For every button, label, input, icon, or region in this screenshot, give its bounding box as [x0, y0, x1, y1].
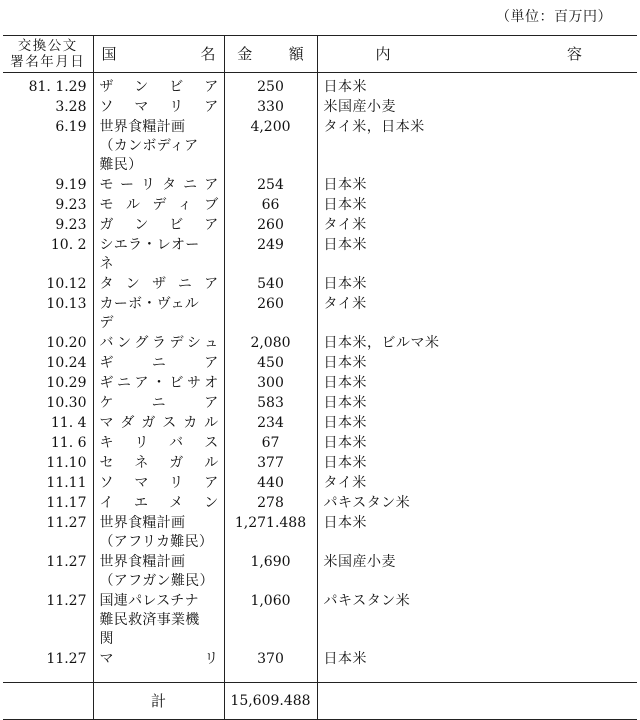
total-amount: 15,609.488	[224, 683, 317, 720]
header-date-line2: 署名年月日	[10, 54, 86, 70]
header-content	[317, 36, 637, 73]
row-amount: 1,060	[224, 592, 317, 650]
row-amount: 254	[224, 176, 317, 196]
row-date: 11. 4	[50, 415, 87, 431]
table-row	[3, 196, 637, 216]
row-country	[93, 354, 224, 374]
row-content: 日本米	[317, 394, 637, 414]
row-country-line: キリバス	[99, 435, 219, 451]
row-amount: 2,080	[224, 334, 317, 354]
table-row	[3, 454, 637, 474]
header-date-line1: 交換公文	[17, 38, 78, 54]
row-country	[93, 98, 224, 118]
table-header-row	[3, 36, 637, 73]
row-content: 日本米	[317, 236, 637, 275]
row-date: 10. 2	[50, 237, 87, 253]
row-content: 日本米	[317, 196, 637, 216]
row-country-line: ギニア・ビサオ	[99, 375, 219, 391]
unit-note: （単位：百万円）	[496, 9, 612, 25]
row-amount: 67	[224, 434, 317, 454]
row-amount: 278	[224, 494, 317, 514]
row-date: 11. 6	[50, 435, 87, 451]
table-row	[3, 434, 637, 454]
row-content: タイ米	[317, 216, 637, 236]
row-country-line: （アフガン難民）	[99, 573, 214, 589]
row-amount: 450	[224, 354, 317, 374]
row-country-line: ソマリア	[99, 99, 219, 115]
row-country-line: 国連パレスチナ	[99, 593, 199, 609]
table-row	[3, 394, 637, 414]
row-country-line: デ	[99, 315, 114, 331]
row-amount: 370	[224, 650, 317, 670]
row-country-line: モーリタニア	[99, 177, 219, 193]
row-content: 日本米	[317, 176, 637, 196]
header-country	[93, 36, 224, 73]
row-country-line: タンザニア	[99, 276, 219, 292]
row-country	[93, 474, 224, 494]
row-country-line: カーボ・ヴェル	[99, 296, 200, 312]
table-row	[3, 650, 637, 670]
row-country	[93, 374, 224, 394]
row-amount: 66	[224, 196, 317, 216]
row-amount: 260	[224, 216, 317, 236]
row-country-line: （アフリカ難民）	[99, 534, 214, 550]
row-country	[93, 414, 224, 434]
row-country-line: 難民）	[99, 157, 143, 173]
header-amount-a: 金	[237, 44, 253, 63]
table-row	[3, 414, 637, 434]
row-date: 10.13	[46, 296, 87, 312]
row-content: タイ米	[317, 295, 637, 334]
row-date: 10.12	[46, 276, 87, 292]
header-content-a: 内	[375, 45, 391, 63]
row-date: 10.29	[46, 375, 87, 391]
row-date: 10.20	[46, 335, 87, 351]
row-country-line: 世界食糧計画	[99, 515, 186, 531]
total-row	[3, 683, 637, 720]
row-content: 米国産小麦	[317, 98, 637, 118]
table-row	[3, 374, 637, 394]
row-country	[93, 196, 224, 216]
row-country-line: ザンビア	[99, 79, 219, 95]
row-country	[93, 454, 224, 474]
row-country	[93, 592, 224, 650]
row-country	[93, 650, 224, 670]
header-date	[3, 36, 93, 73]
row-date: 11.11	[46, 475, 87, 491]
row-amount: 300	[224, 374, 317, 394]
row-country-line: 難民救済事業機	[99, 612, 200, 628]
row-amount: 440	[224, 474, 317, 494]
row-country-line: 世界食糧計画	[99, 119, 186, 135]
table-row	[3, 592, 637, 650]
row-country-line: ギニア	[99, 355, 219, 371]
row-date: 11.27	[46, 593, 87, 609]
row-country-line: 世界食糧計画	[99, 554, 186, 570]
row-content: 日本米	[317, 414, 637, 434]
row-country	[93, 118, 224, 176]
row-country	[93, 434, 224, 454]
row-content: パキスタン米	[317, 592, 637, 650]
row-date: 9.23	[55, 217, 87, 233]
row-content: 日本米	[317, 275, 637, 295]
row-date: 11.10	[46, 455, 87, 471]
row-amount: 4,200	[224, 118, 317, 176]
row-country	[93, 553, 224, 592]
row-country-line: セネガル	[99, 455, 219, 471]
row-content: パキスタン米	[317, 494, 637, 514]
table-row	[3, 118, 637, 176]
header-country-a: 国	[101, 44, 117, 63]
row-amount: 540	[224, 275, 317, 295]
total-label: 計	[93, 683, 224, 720]
row-date: 9.23	[55, 197, 87, 213]
row-date: 10.24	[46, 355, 87, 371]
row-content: 米国産小麦	[317, 553, 637, 592]
row-content: 日本米	[317, 650, 637, 670]
row-country-line: ガンビア	[99, 217, 219, 233]
row-country	[93, 494, 224, 514]
row-content: 日本米，ビルマ米	[317, 334, 637, 354]
row-date: 9.19	[55, 177, 87, 193]
row-amount: 583	[224, 394, 317, 414]
row-country	[93, 176, 224, 196]
row-country-line: ネ	[99, 256, 114, 272]
table-row	[3, 553, 637, 592]
table-row	[3, 275, 637, 295]
row-content: 日本米	[317, 354, 637, 374]
row-content: 日本米	[317, 514, 637, 553]
table-row	[3, 295, 637, 334]
header-country-b: 名	[200, 44, 216, 63]
row-date: 11.17	[46, 495, 87, 511]
row-amount: 330	[224, 98, 317, 118]
table-body	[3, 73, 637, 683]
table-row	[3, 354, 637, 374]
row-amount: 250	[224, 73, 317, 99]
row-date: 11.27	[46, 515, 87, 531]
header-amount-b: 額	[288, 44, 304, 63]
row-content: 日本米	[317, 454, 637, 474]
row-date: 81. 1.29	[28, 79, 87, 95]
header-content-b: 容	[566, 45, 582, 63]
row-amount: 377	[224, 454, 317, 474]
row-country	[93, 295, 224, 334]
row-country-line: バングラデシュ	[99, 335, 219, 351]
row-country	[93, 275, 224, 295]
row-amount: 1,690	[224, 553, 317, 592]
table-row	[3, 494, 637, 514]
row-country-line: ケニア	[99, 395, 219, 411]
table-row	[3, 176, 637, 196]
row-country	[93, 73, 224, 99]
row-country	[93, 236, 224, 275]
row-date: 11.27	[46, 651, 87, 667]
row-country	[93, 216, 224, 236]
row-country	[93, 334, 224, 354]
row-country-line: モルディブ	[99, 197, 219, 213]
table-row	[3, 514, 637, 553]
row-country	[93, 394, 224, 414]
row-country-line: 関	[99, 631, 114, 647]
table-row	[3, 474, 637, 494]
row-content: タイ米	[317, 474, 637, 494]
row-content: タイ米，日本米	[317, 118, 637, 176]
row-country-line: イエメン	[99, 495, 219, 511]
aid-table	[3, 35, 637, 720]
table-row	[3, 216, 637, 236]
row-country-line: ソマリア	[99, 475, 219, 491]
row-content: 日本米	[317, 73, 637, 99]
row-date: 3.28	[55, 99, 87, 115]
row-content: 日本米	[317, 374, 637, 394]
table-row	[3, 73, 637, 99]
row-amount: 1,271.488	[224, 514, 317, 553]
row-date: 10.30	[46, 395, 87, 411]
table-row	[3, 334, 637, 354]
row-country	[93, 514, 224, 553]
row-amount: 234	[224, 414, 317, 434]
row-date: 6.19	[55, 119, 87, 135]
table-row	[3, 98, 637, 118]
row-content: 日本米	[317, 434, 637, 454]
row-country-line: マリ	[99, 651, 219, 667]
row-country-line: （カンボディア	[99, 138, 199, 154]
header-amount	[224, 36, 317, 73]
row-country-line: マダガスカル	[99, 415, 219, 431]
row-country-line: シエラ・レオー	[99, 237, 200, 253]
row-amount: 260	[224, 295, 317, 334]
row-date: 11.27	[46, 554, 87, 570]
table-row	[3, 236, 637, 275]
row-amount: 249	[224, 236, 317, 275]
